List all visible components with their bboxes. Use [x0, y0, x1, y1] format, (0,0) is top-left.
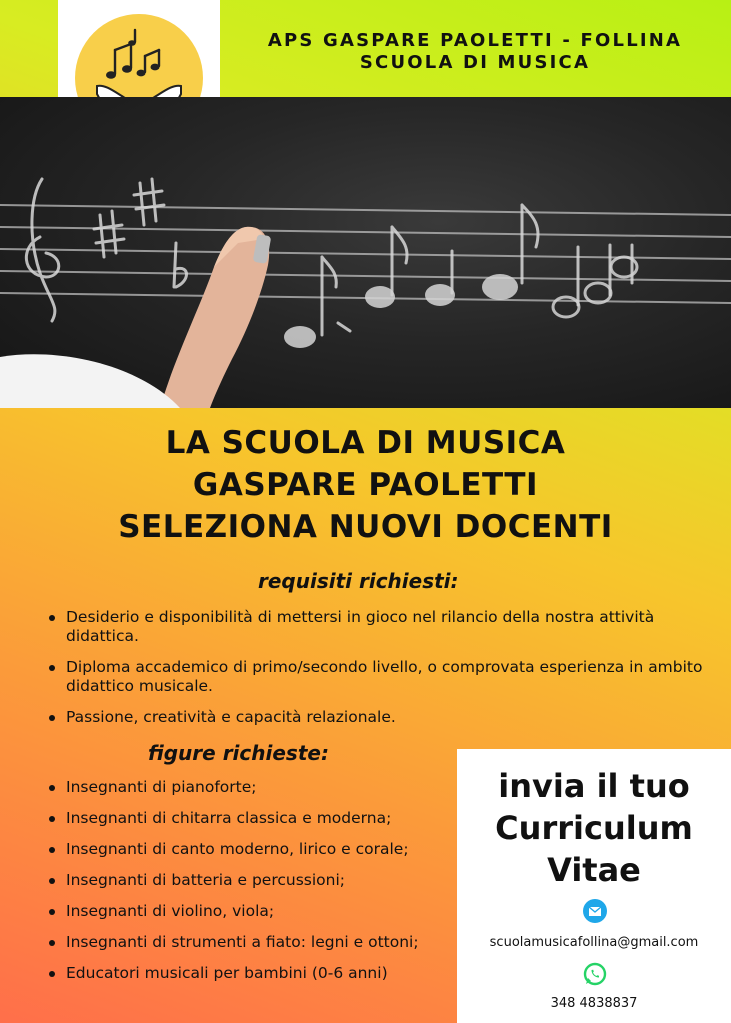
headline-line3: SELEZIONA NUOVI DOCENTI [118, 509, 613, 545]
requirements-list [44, 608, 714, 739]
list-item: Desiderio e disponibilità di mettersi in gioco nel rilancio della nostra attività didattica. [44, 608, 714, 646]
headline-line2: GASPARE PAOLETTI [192, 467, 539, 503]
list-item: Diploma accademico di primo/secondo livello, o comprovata esperienza in ambito didattico musicale. [44, 658, 714, 696]
list-item: Insegnanti di pianoforte; [44, 778, 459, 797]
cv-contact-box [457, 749, 731, 1023]
cv-title [457, 765, 731, 891]
requirements-title: requisiti richiesti: [258, 569, 459, 593]
list-item: Insegnanti di canto moderno, lirico e corale; [44, 840, 459, 859]
cv-title-line3: Vitae [547, 851, 641, 889]
contact-email[interactable]: scuolamusicafollina@gmail.com [489, 935, 699, 950]
headline [0, 422, 731, 548]
header-title-line2: SCUOLA DI MUSICA [359, 52, 591, 73]
list-item: Insegnanti di violino, viola; [44, 902, 459, 921]
contact-phone[interactable]: 348 4838837 [550, 996, 638, 1011]
chalkboard-photo [0, 97, 731, 408]
header-title-line1: APS GASPARE PAOLETTI - FOLLINA [267, 30, 683, 51]
list-item: Insegnanti di strumenti a fiato: legni e ottoni; [44, 933, 459, 952]
headline-line1: LA SCUOLA DI MUSICA [165, 425, 566, 461]
mail-icon [583, 899, 607, 923]
whatsapp-icon [583, 962, 607, 986]
list-item: Educatori musicali per bambini (0-6 anni) [44, 964, 459, 983]
cv-title-line2: Curriculum [495, 809, 693, 847]
list-item: Insegnanti di batteria e percussioni; [44, 871, 459, 890]
chalkboard-music-illustration [0, 97, 731, 408]
cv-title-line1: invia il tuo [498, 767, 690, 805]
list-item: Insegnanti di chitarra classica e moderna; [44, 809, 459, 828]
figures-list [44, 778, 459, 995]
header-title [230, 30, 720, 74]
list-item: Passione, creatività e capacità relazionale. [44, 708, 714, 727]
figures-title: figure richieste: [148, 741, 329, 765]
